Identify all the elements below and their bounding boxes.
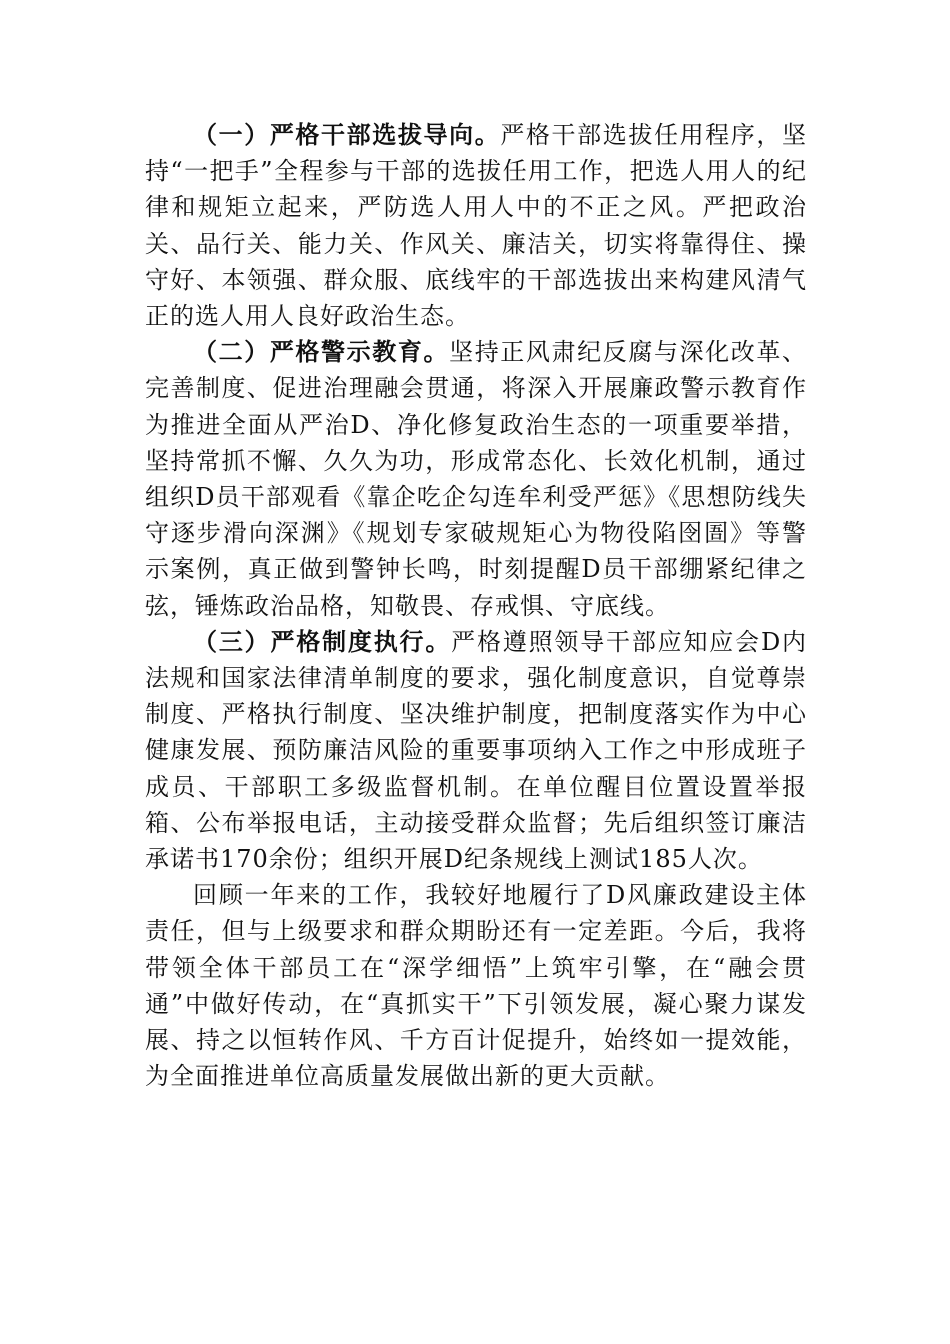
paragraph-warning-education [145,334,807,624]
paragraph-heading: （二）严格警示教育。 [193,337,450,367]
paragraph-text: 严格干部选拔任用程序，坚持“一把手”全程参与干部的选拔任用工作，把选人用人的纪律和规矩立起来，严防选人用人中的不正之风。严把政治关、品行关、能力关、作风关、廉洁关，切实将靠得住、操守好、本领强、群众服、底线牢的干部选拔出来构建风清气正的选人用人良好政治生态。 [145,121,808,331]
paragraph-heading: （三）严格制度执行。 [193,626,452,656]
paragraph-text: 严格遵照领导干部应知应会D内法规和国家法律清单制度的要求，强化制度意识，自觉尊崇制度、严格执行制度、坚决维护制度，把制度落实作为中心健康发展、预防廉洁风险的重要事项纳入工作之中形成班子成员、干部职工多级监督机制。在单位醒目位置设置举报箱、公布举报电话，主动接受群众监督；先后组织签订廉洁承诺书170余份；组织开展D纪条规线上测试185人次。 [145,627,807,874]
document-body [145,117,807,1094]
paragraph-conclusion [145,877,807,1094]
paragraph-text: 回顾一年来的工作，我较好地履行了D风廉政建设主体责任，但与上级要求和群众期盼还有一定差距。今后，我将带领全体干部员工在“深学细悟”上筑牢引擎，在“融会贯通”中做好传动，在“真抓实干”下引领发展，凝心聚力谋发展、持之以恒转作风、千方百计促提升，始终如一提效能，为全面推进单位高质量发展做出新的更大贡献。 [145,881,807,1091]
paragraph-text: 坚持正风肃纪反腐与深化改革、完善制度、促进治理融会贯通，将深入开展廉政警示教育作为推进全面从严治D、净化修复政治生态的一项重要举措，坚持常抓不懈、久久为功，形成常态化、长效化机制，通过组织D员干部观看《靠企吃企勾连牟利受严惩》《思想防线失守逐步滑向深渊》《规划专家破规矩心为物役陷囹圄》等警示案例，真正做到警钟长鸣，时刻提醒D员干部绷紧纪律之弦，锤炼政治品格，知敬畏、存戒惧、守底线。 [145,338,808,620]
paragraph-heading: （一）严格干部选拔导向。 [193,120,501,149]
paragraph-system-execution [145,624,807,877]
paragraph-cadre-selection [145,117,807,334]
